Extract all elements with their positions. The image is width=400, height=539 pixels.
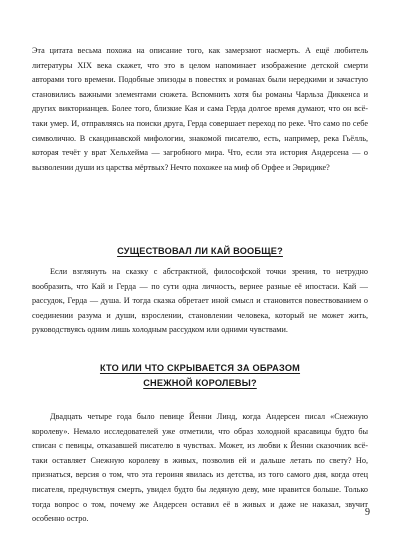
section-heading-kai-text: СУЩЕСТВОВАЛ ЛИ КАЙ ВООБЩЕ? [117, 246, 283, 256]
section-heading-kai [32, 244, 368, 259]
section-heading-snow-queen-line-1: КТО ИЛИ ЧТО СКРЫВАЕТСЯ ЗА ОБРАЗОМ [99, 363, 301, 373]
paragraph-jenny-lind: Двадцать четыре года было певице Йенни Линд, когда Андерсен писал «Снежную королеву». Немало исследователей уже отметили, что образ холодной красавицы будто бы списан с певицы, отказавшей писателю в чувствах. Может, из любви к Йенни сказочник всё-таки оставляет Снежную королеву в живых, позволив ей и дальше летать по свету? Но, признаться, версия о том, что эта героиня явилась из детства, из того самого дня, когда отец писателя, предчувствуя смерть, увидел будто бы ледяную деву, мне нравится больше. Только тогда вопрос о том, почему же Андерсен оставил её в живых и даже не наказал, звучит особенно остро. [32, 412, 368, 524]
paragraph-kai-gerda: Если взглянуть на сказку с абстрактной, философской точки зрения, то нетрудно вообразить, что Кай и Герда — по сути одна личность, вернее разные её ипостаси. Кай — рассудок, Герда — душа. И тогда сказка обретает иной смысл и становится повествованием о соединении разума и души, взрослении, становлении человека, который не может жить, руководствуясь одним лишь холодным рассудком или одними чувствами. [32, 267, 368, 335]
paragraph-orpheus: Эта цитата весьма похожа на описание того, как замерзают насмерть. А ещё любитель литературы XIX века скажет, что это в целом напоминает изображение детской смерти авторами того времени. Подобные эпизоды в повестях и романах были нередкими и зачастую становились важными элементами сюжета. Вспомнить хотя бы романы Чарльза Диккенса и других викторианцев. Более того, близкие Кая и сама Герда долгое время думают, что он всё-таки умер. И, отправляясь на поиски друга, Герда совершает переход по реке. Что само по себе символично. В скандинавской мифологии, знакомой писателю, есть, например, река Гьёлль, которая течёт у врат Хельхейма — загробного мира. Что, если эта история Андерсена — о вызволении души из царства мёртвых? Нечто похожее на миф об Орфее и Эвридике? [32, 46, 368, 172]
section-heading-snow-queen [32, 361, 368, 391]
page-number: 9 [365, 507, 370, 518]
section-heading-snow-queen-line-2: СНЕЖНОЙ КОРОЛЕВЫ? [143, 378, 257, 388]
